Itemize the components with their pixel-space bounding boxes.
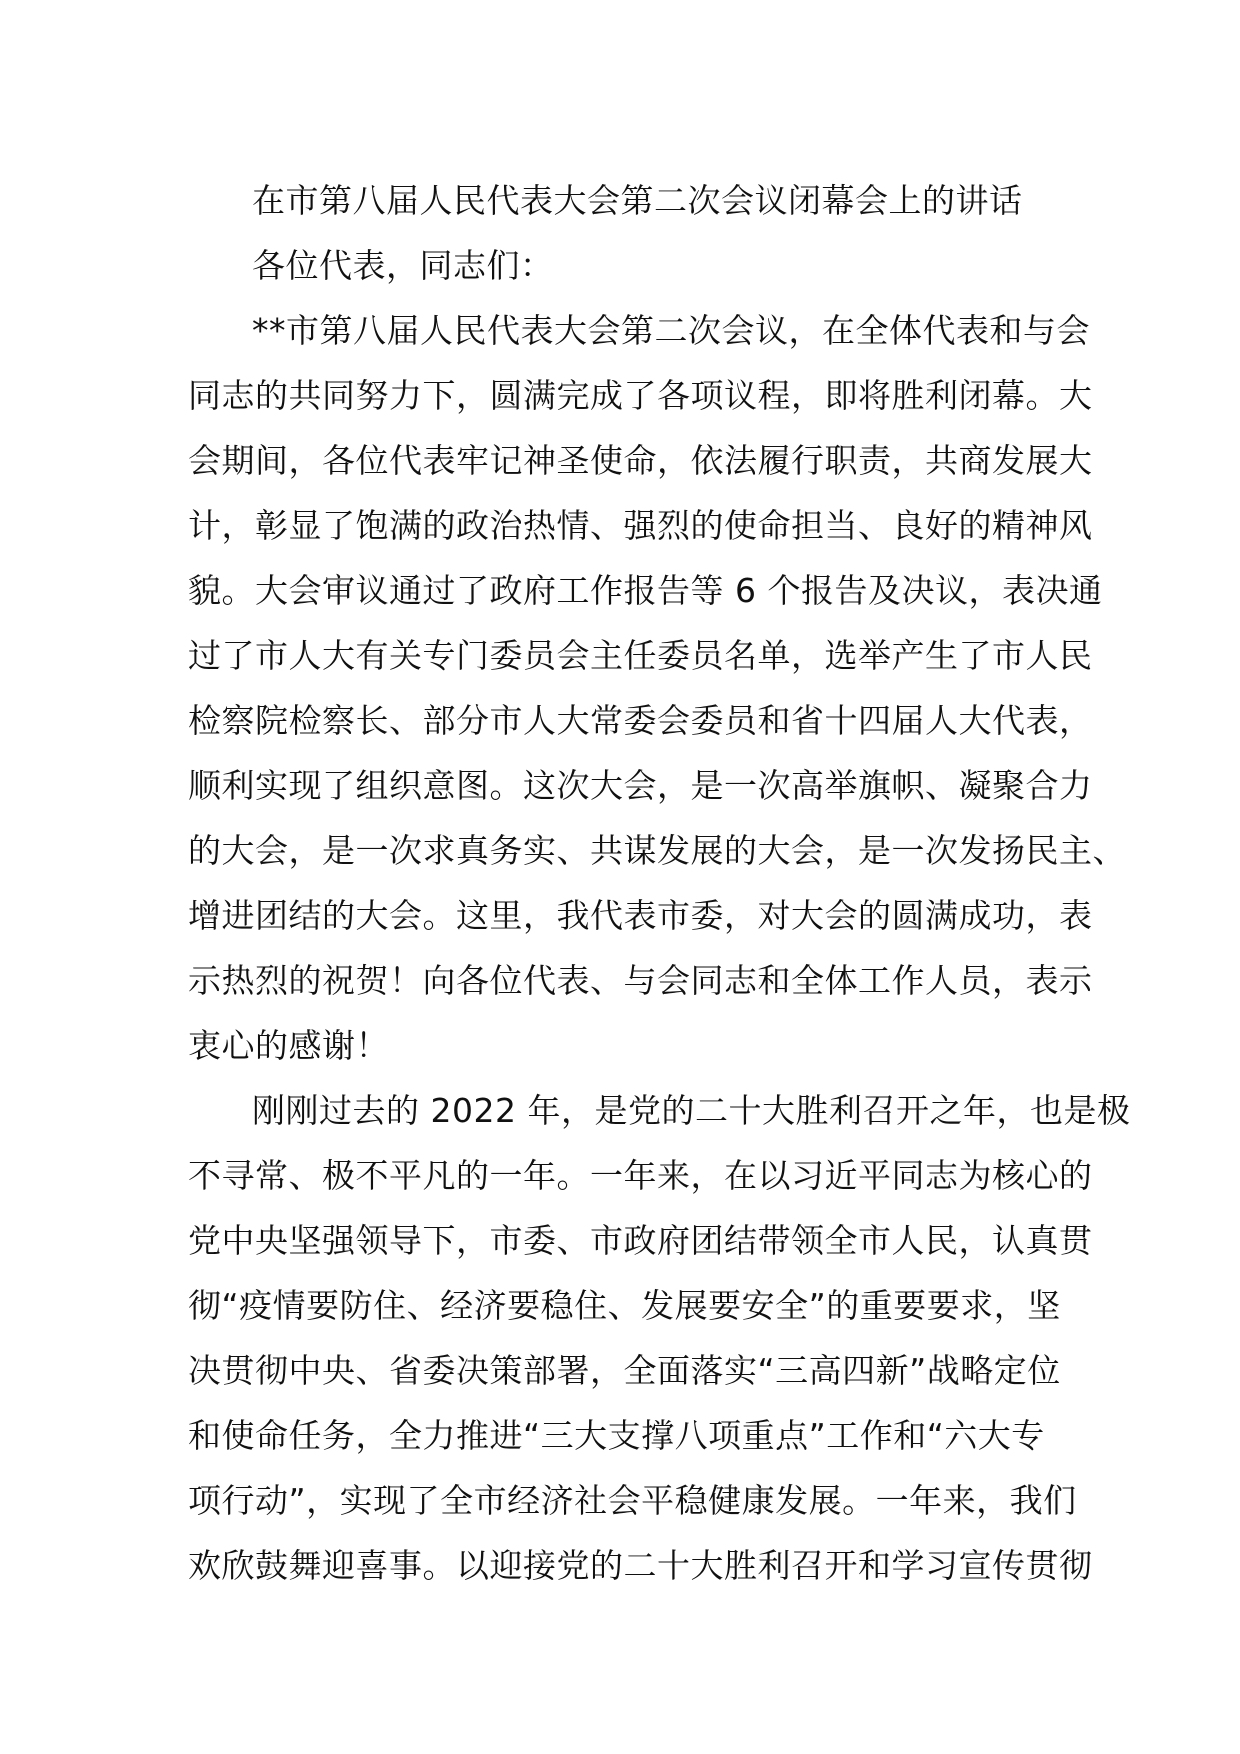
paragraph-2-line-6: 和使命任务，全力推进“三大支撑八项重点”工作和“六大专 bbox=[188, 1416, 1045, 1455]
paragraph-1-line-3: 会期间，各位代表牢记神圣使命，依法履行职责，共商发展大 bbox=[188, 441, 1093, 480]
paragraph-2-line-2: 不寻常、极不平凡的一年。一年来，在以习近平同志为核心的 bbox=[188, 1156, 1093, 1195]
paragraph-1-line-4: 计，彰显了饱满的政治热情、强烈的使命担当、良好的精神风 bbox=[188, 506, 1093, 545]
paragraph-1-line-10: 增进团结的大会。这里，我代表市委，对大会的圆满成功，表 bbox=[188, 896, 1093, 935]
paragraph-1-line-12: 衷心的感谢！ bbox=[188, 1026, 389, 1065]
document-body bbox=[188, 168, 1131, 1598]
paragraph-1-line-8: 顺利实现了组织意图。这次大会，是一次高举旗帜、凝聚合力 bbox=[188, 766, 1093, 805]
paragraph-2-line-5: 决贯彻中央、省委决策部署，全面落实“三高四新”战略定位 bbox=[188, 1351, 1061, 1390]
paragraph-2-line-7: 项行动”，实现了全市经济社会平稳健康发展。一年来，我们 bbox=[188, 1481, 1077, 1520]
paragraph-1-line-11: 示热烈的祝贺！向各位代表、与会同志和全体工作人员，表示 bbox=[188, 961, 1093, 1000]
paragraph-2-line-1: 刚刚过去的 2022 年，是党的二十大胜利召开之年，也是极 bbox=[252, 1091, 1131, 1130]
document-title: 在市第八届人民代表大会第二次会议闭幕会上的讲话 bbox=[252, 181, 1023, 220]
paragraph-1-line-6: 过了市人大有关专门委员会主任委员名单，选举产生了市人民 bbox=[188, 636, 1093, 675]
paragraph-2-line-8: 欢欣鼓舞迎喜事。以迎接党的二十大胜利召开和学习宣传贯彻 bbox=[188, 1546, 1093, 1585]
paragraph-1-line-9: 的大会，是一次求真务实、共谋发展的大会，是一次发扬民主、 bbox=[188, 831, 1126, 870]
paragraph-2-line-4: 彻“疫情要防住、经济要稳住、发展要安全”的重要要求，坚 bbox=[188, 1286, 1061, 1325]
paragraph-1-line-5: 貌。大会审议通过了政府工作报告等 6 个报告及决议，表决通 bbox=[188, 571, 1103, 610]
paragraph-1-line-2: 同志的共同努力下，圆满完成了各项议程，即将胜利闭幕。大 bbox=[188, 376, 1093, 415]
paragraph-1-line-1: **市第八届人民代表大会第二次会议，在全体代表和与会 bbox=[252, 311, 1090, 350]
paragraph-1-line-7: 检察院检察长、部分市人大常委会委员和省十四届人大代表， bbox=[188, 701, 1093, 740]
paragraph-2-line-3: 党中央坚强领导下，市委、市政府团结带领全市人民，认真贯 bbox=[188, 1221, 1093, 1260]
salutation: 各位代表，同志们： bbox=[252, 246, 554, 285]
